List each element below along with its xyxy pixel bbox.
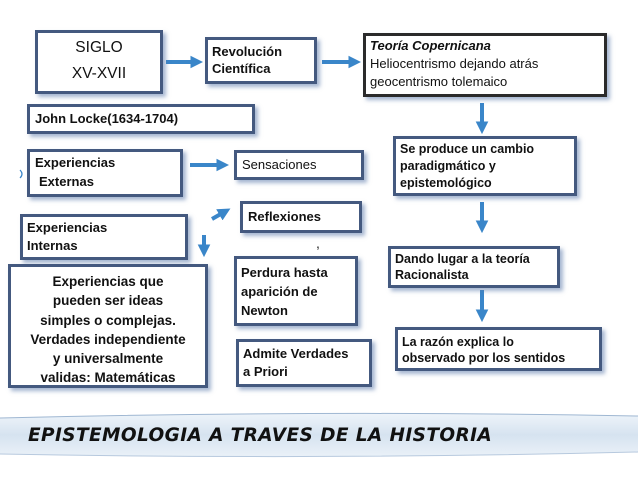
perdura-line3: Newton	[241, 303, 288, 318]
ideas-line3: simples o complejas.	[40, 313, 176, 328]
arrow-internas-to-reflexiones	[212, 211, 226, 219]
ideas-line1: Experiencias que	[52, 274, 164, 289]
cambio-line2: paradigmático y	[400, 159, 496, 173]
copernicana-title: Teoría Copernicana	[370, 38, 491, 53]
ideas-line6: validas: Matemáticas	[40, 370, 176, 385]
razon-line2: observado por los sentidos	[402, 351, 566, 365]
externas-line2: Externas	[39, 174, 94, 189]
priori-line2: a Priori	[243, 364, 288, 379]
sensaciones-label: Sensaciones	[242, 157, 317, 172]
perdura-line1: Perdura hasta	[241, 265, 328, 280]
racionalista-line2: Racionalista	[395, 268, 469, 282]
racionalista-line1: Dando lugar a la teoría	[395, 252, 530, 266]
revolucion-line1: Revolución	[212, 44, 283, 59]
banner-title: EPISTEMOLOGIA A TRAVES DE LA HISTORIA	[28, 425, 493, 446]
tick-mark	[20, 170, 22, 178]
internas-line1: Experiencias	[27, 220, 108, 235]
internas-line2: Internas	[27, 238, 78, 253]
perdura-line2: aparición de	[241, 284, 318, 299]
ideas-line4: Verdades independiente	[30, 332, 186, 347]
siglo-line2: XV-XVII	[71, 65, 127, 82]
siglo-line1: SIGLO	[75, 39, 123, 56]
revolucion-line2: Científica	[212, 61, 271, 76]
locke-label: John Locke(1634-1704)	[35, 111, 179, 126]
razon-line1: La razón explica lo	[402, 335, 514, 349]
externas-line1: Experiencias	[35, 155, 116, 170]
priori-line1: Admite Verdades	[243, 346, 349, 361]
comma-mark: ,	[316, 235, 320, 251]
ideas-line2: pueden ser ideas	[52, 293, 164, 308]
reflexiones-label: Reflexiones	[248, 209, 321, 224]
cambio-line1: Se produce un cambio	[400, 142, 535, 156]
cambio-line3: epistemológico	[400, 176, 492, 190]
copernicana-line2: geocentrismo tolemaico	[370, 74, 508, 89]
copernicana-line1: Heliocentrismo dejando atrás	[370, 56, 539, 71]
ideas-line5: y universalmente	[52, 351, 164, 366]
